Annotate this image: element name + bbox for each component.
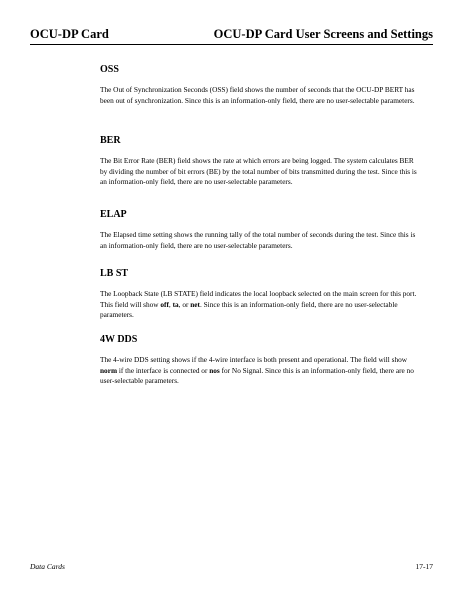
header-card-title: OCU-DP Card <box>30 27 109 41</box>
section-heading: OSS <box>100 64 119 75</box>
page-footer <box>30 562 433 574</box>
paragraph-text: , or <box>178 299 191 309</box>
paragraph-text: if the interface is connected or <box>117 365 210 375</box>
section-heading: 4W DDS <box>100 334 138 345</box>
section-4w-dds <box>100 334 418 387</box>
section-elap <box>100 209 418 251</box>
footer-book-title: Data Cards <box>30 562 65 571</box>
option-nos: nos <box>209 365 220 375</box>
section-lb-st <box>100 268 418 321</box>
page-number: 17-17 <box>415 562 433 571</box>
option-off: off <box>160 299 169 309</box>
paragraph-text: , <box>168 299 173 309</box>
header-divider <box>30 44 433 45</box>
option-net: net <box>190 299 200 309</box>
paragraph-text: for No Signal. Since this is an information-only field, there are no user-selectable parameters. <box>100 365 414 386</box>
page-header <box>30 26 433 46</box>
section-paragraph <box>100 355 418 387</box>
paragraph-text: The 4-wire DDS setting shows if the 4-wire interface is both present and operational. The field will show <box>100 355 408 364</box>
section-heading: BER <box>100 135 121 146</box>
section-heading: LB ST <box>100 268 129 279</box>
section-heading: ELAP <box>100 209 127 220</box>
section-paragraph <box>100 289 418 321</box>
option-norm: norm <box>100 365 118 375</box>
section-paragraph: The Elapsed time setting shows the running tally of the total number of seconds during the test. Since this is an information-only field, there are no user-selectable parameters. <box>100 230 416 250</box>
section-paragraph: The Bit Error Rate (BER) field shows the rate at which errors are being logged. The system calculates BER by dividing the number of bit errors (BE) by the total number of bits transmitted during the test. Since this is an information-only field, there are no user-selectable parameters. <box>100 156 417 187</box>
section-ber <box>100 135 418 188</box>
section-oss <box>100 64 418 106</box>
section-paragraph: The Out of Synchronization Seconds (OSS) field shows the number of seconds that the OCU-DP BERT has been out of synchronization. Since this is an information-only field, there are no user-selectable parameters. <box>100 85 415 105</box>
paragraph-text: The Loopback State (LB STATE) field indicates the local loopback selected on the main screen for this port. This field will show <box>100 289 417 309</box>
option-ta: ta <box>172 299 179 309</box>
header-section-title: OCU-DP Card User Screens and Settings <box>213 27 433 41</box>
paragraph-text: . Since this is an information-only field, there are no user-selectable parameters. <box>100 299 398 320</box>
